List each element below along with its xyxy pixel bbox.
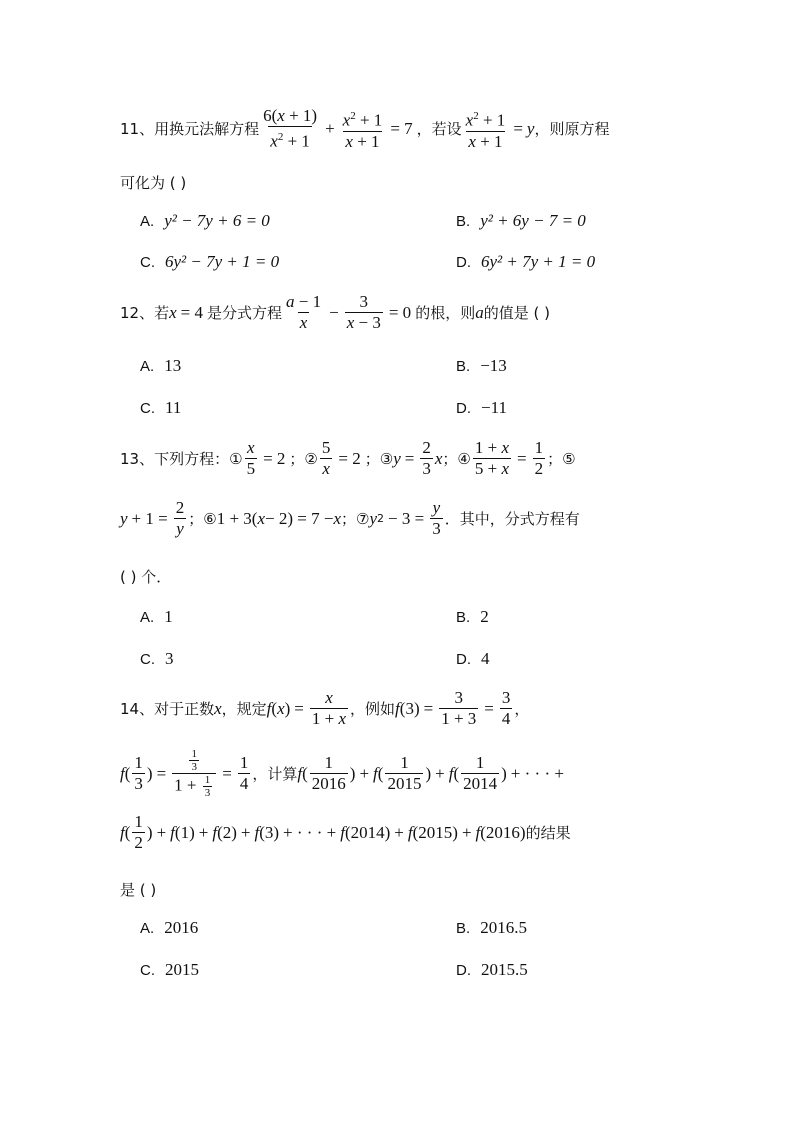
q11-option-c[interactable] [140,252,279,272]
q13-option-c[interactable] [140,649,174,669]
q14-text5: 的结果 [525,824,571,842]
option-value: 4 [481,649,490,668]
q14-option-c[interactable] [140,960,199,980]
option-label: B. [456,357,471,375]
q11-fraction-3: $\frac{x^2 + 1}{x + 1}$ [465,110,506,151]
q12-text4: 的值是 ( ) [483,304,550,322]
q12-option-d[interactable] [456,398,507,418]
q14-text2: ，规定 [221,700,267,718]
option-label: C. [140,253,155,271]
q11-number: 11、 [120,120,155,139]
option-value: 2016.5 [480,918,527,937]
separator: ； [340,510,356,528]
q11-text3: ，则原方程 [534,120,610,139]
q11-fraction-1: $\frac{6(x + 1)}{x^2 + 1}$ [263,106,318,151]
q13-line2: y + 1 = $\frac{2}{y}$ ； ⑥ 1 + 3( x − 2) = 7 − x ； ⑦ y 2 − 3 = $\frac{y}{3}$ ．其中，分式方程有 [120,498,580,538]
q12-option-c[interactable] [140,398,181,418]
q11-line1: 11、 用换元法解方程 $\frac{6(x + 1)}{x^2 + 1}$ + $\frac{x^2 + 1}{x + 1}$ = 7 ，若设 $\frac{x^2 + 1}{x + 1}$ = y ，则原方程 [120,106,610,151]
circled-2: ② [304,449,318,468]
q14-example-fraction: $\frac{3}{1 + 3}$ [441,688,477,728]
option-value: 3 [165,649,174,668]
option-label: D. [456,253,471,271]
circled-7: ⑦ [356,509,370,528]
q13-eq4-fraction: $\frac{1 + x}{5 + x}$ [474,438,509,478]
frac-small: $\frac{1}{3}$ [204,774,211,799]
option-value: 11 [165,398,182,417]
q11-text2: ，若设 [416,120,462,139]
option-label: A. [140,919,155,937]
q14-text1: 对于正数 [154,700,215,718]
frac-1-2016: $\frac{1}{2016}$ [311,753,346,793]
frac-1-2015: $\frac{1}{2015}$ [387,753,422,793]
option-math: y² − 7y + 6 = 0 [164,211,270,230]
q13-option-b[interactable] [456,607,489,627]
q14-line3: f ( $\frac{1}{2}$ ) + f (1) + f (2) + f (3) + · · · + f (2014) + f (2015) + f (2016) 的结果 [120,812,571,852]
frac-1-2: $\frac{1}{2}$ [134,812,143,852]
separator: ； [442,450,458,468]
separator: ； [289,450,305,468]
option-label: D. [456,399,471,417]
option-value: 2015.5 [481,960,528,979]
q14-text3: ，例如 [350,700,396,718]
q11-line2: 可化为 ( ) [120,174,187,192]
q14-example-result: $\frac{3}{4}$ [501,688,511,728]
q12-fraction-1: $\frac{a - 1}{x}$ [286,292,322,332]
option-label: C. [140,650,155,668]
q14-text4: ，计算 [252,765,298,783]
q12-option-b[interactable] [456,356,507,376]
frac-1-4: $\frac{1}{4}$ [239,753,249,793]
option-label: A. [140,212,155,230]
separator: ； [188,510,204,528]
q13-number: 13、 [120,450,155,468]
option-label: A. [140,357,155,375]
q12-text3: 的根，则 [415,304,476,322]
q12-option-a[interactable] [140,356,181,376]
q11-text1: 用换元法解方程 [154,120,260,139]
option-math: 6y² + 7y + 1 = 0 [481,252,596,271]
q13-eq1-fraction: $\frac{x}{5}$ [246,438,256,478]
option-label: B. [456,919,471,937]
option-value: 2 [480,607,489,626]
q11-option-b[interactable] [456,211,586,231]
q13-eq3-fraction: $\frac{2}{3}$ [422,438,431,478]
q12-number: 12、 [120,304,155,322]
q11-fraction-2: $\frac{x^2 + 1}{x + 1}$ [342,110,383,151]
q13-eq5-fraction: $\frac{2}{y}$ [175,498,185,538]
circled-4: ④ [457,449,471,468]
option-label: D. [456,650,471,668]
q14-complex-fraction: $\frac{1}{3}$ 1 + $\frac{1}{3}$ [172,748,216,799]
q12-fraction-2: $\frac{3}{x - 3}$ [346,292,381,332]
separator: ； [364,450,380,468]
q14-option-a[interactable] [140,918,198,938]
q13-line1: 13、 下列方程： ① $\frac{x}{5}$ = 2 ； ② $\frac{5}{x}$ = 2 ； ③ y = $\frac{2}{3}$ x ； ④ $\frac{1 + x}{5 + x}$ = $\frac{1}{2}$ ； ⑤ [120,438,576,478]
q14-def-fraction: $\frac{x}{1 + x}$ [311,688,347,728]
q11-option-d[interactable] [456,252,595,272]
frac-1-2014: $\frac{1}{2014}$ [463,753,498,793]
option-value: −11 [481,398,507,417]
option-label: C. [140,399,155,417]
q13-text-end: ．其中，分式方程有 [444,510,580,528]
q14-line4: 是 ( ) [120,881,157,899]
q13-option-d[interactable] [456,649,490,669]
frac-small: $\frac{1}{3}$ [191,748,197,773]
option-label: A. [140,608,155,626]
option-label: B. [456,608,471,626]
q13-eq4-rhs: $\frac{1}{2}$ [534,438,544,478]
circled-1: ① [229,449,243,468]
circled-3: ③ [379,449,394,468]
frac-1-3: $\frac{1}{3}$ [134,753,143,793]
option-value: 2016 [164,918,199,937]
q14-line2: f ( $\frac{1}{3}$ ) = $\frac{1}{3}$ 1 + $\frac{1}{3}$ = $\frac{1}{4}$ ，计算 f ( $\frac{1}{2016}$ ) + f ( $\frac{1}{2015}$ ) + f ( $\frac{1}{2014}$ ) + · · · + [120,748,564,799]
q11-option-a[interactable] [140,211,270,231]
option-math: y² + 6y − 7 = 0 [480,211,586,230]
option-value: 13 [164,356,182,375]
q13-line3: ( ) 个． [120,568,172,586]
circled-6: ⑥ [203,509,217,528]
q14-option-b[interactable] [456,918,527,938]
q13-eq7-fraction: $\frac{y}{3}$ [432,498,441,538]
option-label: C. [140,961,155,979]
option-label: B. [456,212,471,230]
circled-5: ⑤ [562,449,576,468]
q12-text1: 若 [154,304,170,322]
q12-text2: 是分式方程 [207,304,283,322]
q14-number: 14、 [120,700,155,718]
q14-line1: 14、 对于正数 x ，规定 f ( x ) = $\frac{x}{1 + x}$ ，例如 f (3) = $\frac{3}{1 + 3}$ = $\frac{3}{4}$ ， [120,688,530,728]
q13-option-a[interactable] [140,607,173,627]
q14-option-d[interactable] [456,960,528,980]
option-value: 2015 [165,960,199,979]
q12-line1: 12、 若 x = 4 是分式方程 $\frac{a - 1}{x}$ − $\frac{3}{x - 3}$ = 0 的根，则 a 的值是 ( ) [120,292,550,332]
option-value: 1 [164,607,173,626]
option-value: −13 [480,356,507,375]
q13-eq2-fraction: $\frac{5}{x}$ [321,438,331,478]
option-math: 6y² − 7y + 1 = 0 [165,252,280,271]
option-label: D. [456,961,471,979]
q13-text1: 下列方程： [154,450,230,468]
separator: ； [547,450,563,468]
